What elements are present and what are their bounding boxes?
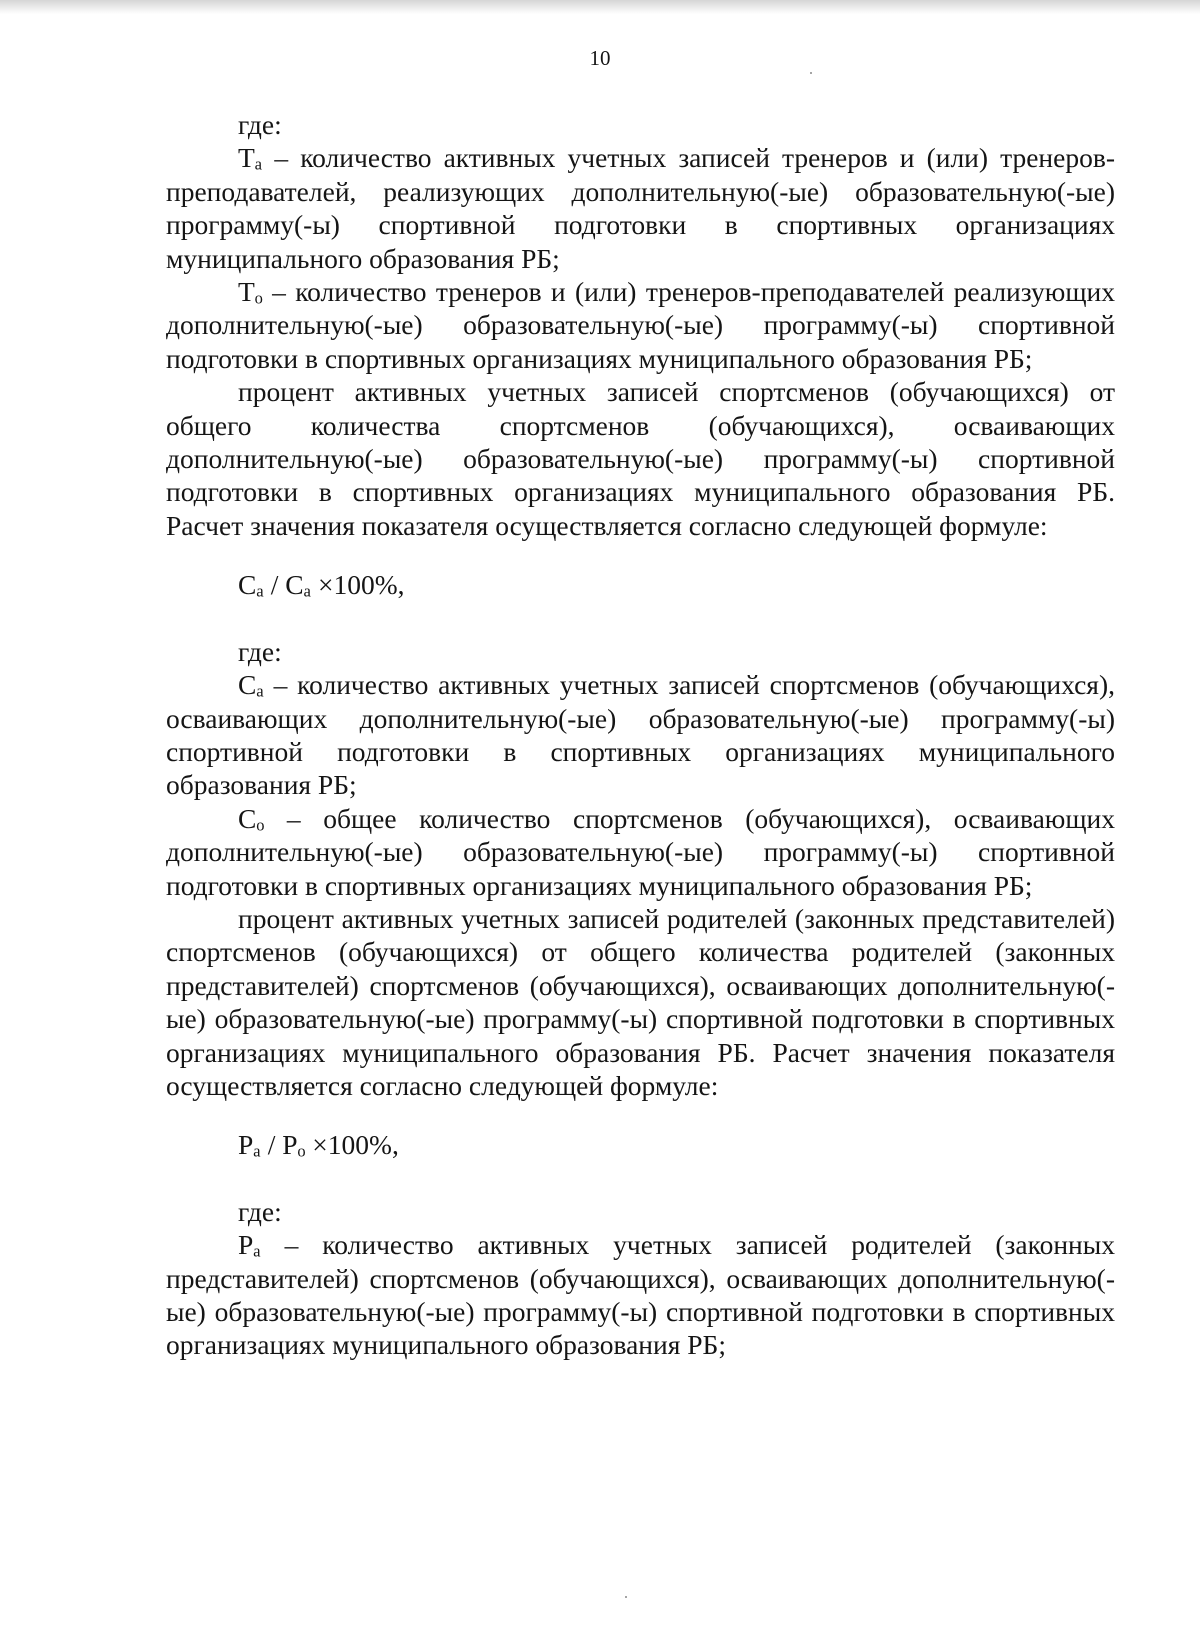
definition-ta: Tₐ – количество активных учетных записей тренеров и (или) тренеров-преподавателей, реализующих дополнительную(-ые) образовательную(-ые) программу(-ы) спортивной подготовки в спортивных организациях муниципального образования РБ;: [166, 142, 1115, 274]
indicator-parents-paragraph: процент активных учетных записей родителей (законных представителей) спортсменов (обучающихся) от общего количества родителей (законных представителей) спортсменов (обучающихся), осваивающих дополнительную(-ые) образовательную(-ые) программу(-ы) спортивной подготовки в спортивных организациях муниципального образования РБ. Расчет значения показателя осуществляется согласно следующей формуле:: [166, 902, 1115, 1101]
formula-parents: Рₐ / Рₒ ×100%,: [238, 1129, 399, 1161]
spacer: [166, 602, 1115, 635]
spacer: [166, 1102, 1115, 1128]
formula-athletes: Сₐ / Сₐ ×100%,: [238, 569, 405, 601]
where-label: где:: [238, 635, 282, 667]
where-label: где:: [238, 1195, 282, 1227]
scan-top-edge: [0, 0, 1200, 14]
where-label: где:: [238, 109, 282, 140]
definition-ca: Сₐ – количество активных учетных записей спортсменов (обучающихся), осваивающих дополнительную(-ые) образовательную(-ые) программу(-ы) спортивной подготовки в спортивных организациях муниципального образования РБ;: [166, 669, 1115, 801]
document-body: [166, 108, 1115, 1362]
spacer: [166, 542, 1115, 568]
definition-pa: Рₐ – количество активных учетных записей родителей (законных представителей) спортсменов (обучающихся), осваивающих дополнительную(-ые) образовательную(-ые) программу(-ы) спортивной подготовки в спортивных организациях муниципального образования РБ;: [166, 1229, 1115, 1361]
indicator-athletes-paragraph: процент активных учетных записей спортсменов (обучающихся) от общего количества спортсменов (обучающихся), осваивающих дополнительную(-ые) образовательную(-ые) программу(-ы) спортивной подготовки в спортивных организациях муниципального образования РБ. Расчет значения показателя осуществляется согласно следующей формуле:: [166, 376, 1115, 541]
page-number: 10: [589, 46, 611, 70]
scan-speck: [625, 1596, 627, 1598]
definition-co: Сₒ – общее количество спортсменов (обучающихся), осваивающих дополнительную(-ые) образовательную(-ые) программу(-ы) спортивной подготовки в спортивных организациях муниципального образования РБ;: [166, 802, 1115, 901]
scan-speck: [810, 72, 812, 74]
spacer: [166, 1162, 1115, 1195]
definition-to: Tₒ – количество тренеров и (или) тренеров-преподавателей реализующих дополнительную(-ые) образовательную(-ые) программу(-ы) спортивной подготовки в спортивных организациях муниципального образования РБ;: [166, 276, 1115, 374]
